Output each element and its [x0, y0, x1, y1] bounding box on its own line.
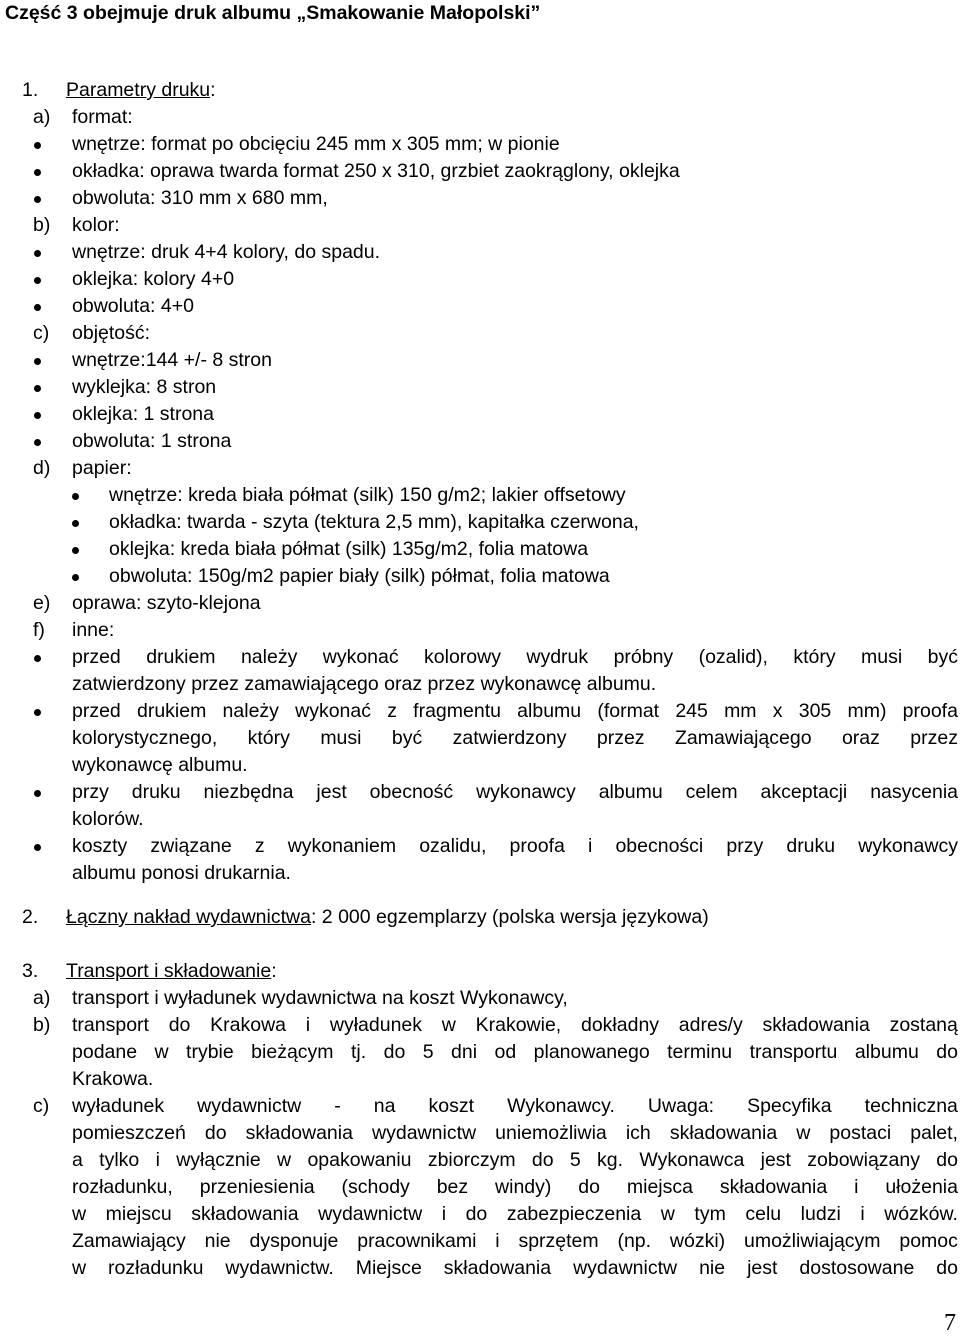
- word: fragmentu: [413, 700, 501, 722]
- section-2-number: 2.: [22, 906, 39, 928]
- word: wykonać: [295, 700, 371, 722]
- color-item: obwoluta: 4+0: [72, 295, 194, 317]
- word: do: [168, 1014, 191, 1036]
- item-f-label: f): [33, 619, 45, 641]
- word: proofa: [902, 700, 958, 722]
- word: wyładunek: [329, 1014, 423, 1036]
- color-item: wnętrze: druk 4+4 kolory, do spadu.: [72, 241, 381, 263]
- paper-item: wnętrze: kreda biała półmat (silk) 150 g/m2; lakier offsetowy: [109, 484, 626, 506]
- item-e-label: e): [33, 592, 51, 614]
- word: tylko: [99, 1149, 140, 1171]
- transport-b-line: [72, 1012, 958, 1039]
- word: w: [277, 1149, 292, 1171]
- other-item-line: albumu ponosi drukarnia.: [72, 862, 291, 884]
- word: ich: [625, 1122, 651, 1144]
- word: Zamawiający: [72, 1230, 186, 1252]
- word: kolorystycznego,: [72, 727, 218, 749]
- word: Zamawiającego: [674, 727, 812, 749]
- word: miejsca: [626, 1176, 693, 1198]
- word: bieżącym: [251, 1041, 334, 1063]
- word: składowania: [762, 1014, 870, 1036]
- word: 245: [675, 700, 708, 722]
- transport-c-line: [72, 1120, 958, 1147]
- item-d-label: d): [33, 457, 51, 479]
- word: z: [387, 700, 397, 722]
- word: x: [772, 700, 783, 722]
- word: podane: [72, 1041, 138, 1063]
- color-item: oklejka: kolory 4+0: [72, 268, 235, 290]
- transport-c-line: [72, 1093, 958, 1120]
- word: oraz: [841, 727, 880, 749]
- word: rozładunku,: [72, 1176, 173, 1198]
- word: terminu: [667, 1041, 733, 1063]
- word: 5: [422, 1041, 434, 1063]
- other-item-line: kolorów.: [72, 808, 144, 830]
- section-3-heading-text: Transport i składowanie: [66, 960, 272, 982]
- word: i: [587, 835, 593, 857]
- paper-item: okładka: twarda - szyta (tektura 2,5 mm), kapitałka czerwona,: [109, 511, 639, 533]
- word: (np.: [617, 1230, 652, 1252]
- word: rozładunku: [108, 1257, 204, 1279]
- word: do: [936, 1257, 958, 1279]
- word: do: [465, 1203, 488, 1225]
- word: w: [660, 1203, 675, 1225]
- volume-item: oklejka: 1 strona: [72, 403, 214, 425]
- volume-item: wnętrze:144 +/- 8 stron: [72, 349, 272, 371]
- item-e-text: oprawa: szyto-klejona: [72, 592, 261, 614]
- word: umożliwiającym: [744, 1230, 881, 1252]
- word: który: [793, 646, 836, 668]
- word: pomoc: [899, 1230, 958, 1252]
- word: tj.: [350, 1041, 367, 1063]
- word: w: [72, 1257, 87, 1279]
- word: opakowaniu: [307, 1149, 412, 1171]
- word: zabezpieczenia: [506, 1203, 642, 1225]
- word: musi: [320, 727, 362, 749]
- word: proofa: [509, 835, 565, 857]
- transport-b-line: Krakowa.: [72, 1068, 154, 1090]
- word: być: [927, 646, 958, 668]
- word: i: [854, 1176, 859, 1198]
- word: należy: [222, 700, 279, 722]
- word: 305: [798, 700, 832, 722]
- bullet-icon: [34, 709, 41, 716]
- transport-c-line: [72, 1255, 958, 1282]
- transport-a-label: a): [33, 987, 51, 1009]
- word: wydawnictw: [197, 1095, 302, 1117]
- word: albumu: [598, 781, 663, 803]
- word: tym: [694, 1203, 726, 1225]
- word: postaci: [829, 1122, 892, 1144]
- word: zobowiązany: [807, 1149, 920, 1171]
- word: mm): [847, 700, 887, 722]
- word: zostaną: [889, 1014, 958, 1036]
- word: 5: [569, 1149, 581, 1171]
- word: do: [578, 1176, 600, 1198]
- bullet-icon: [34, 844, 41, 851]
- word: sprzętem: [518, 1230, 599, 1252]
- word: drukiem: [146, 646, 216, 668]
- word: dokładny: [580, 1014, 660, 1036]
- bullet-icon: [72, 574, 79, 581]
- word: Wykonawca: [639, 1149, 745, 1171]
- word: i: [305, 1014, 311, 1036]
- word: składowania: [669, 1122, 778, 1144]
- word: kg.: [597, 1149, 624, 1171]
- word: jest: [316, 781, 347, 803]
- other-item-line: zatwierdzony przez zamawiającego oraz przez wykonawcę albumu.: [72, 673, 657, 695]
- format-item: wnętrze: format po obcięciu 245 mm x 305 mm; w pionie: [72, 133, 560, 155]
- bullet-icon: [34, 790, 41, 797]
- word: wózków.: [884, 1203, 958, 1225]
- word: Specyfika: [747, 1095, 832, 1117]
- word: przeniesienia: [199, 1176, 315, 1198]
- word: (schody: [341, 1176, 410, 1198]
- bullet-icon: [34, 655, 41, 662]
- word: transportu: [749, 1041, 838, 1063]
- bullet-icon: [34, 169, 41, 176]
- word: przed: [72, 646, 121, 668]
- word: wydruk: [526, 646, 589, 668]
- word: (ozalid),: [698, 646, 768, 668]
- word: akceptacji: [760, 781, 848, 803]
- word: przed: [72, 700, 121, 722]
- word: ludzi: [800, 1203, 841, 1225]
- word: do: [204, 1122, 227, 1144]
- other-item-line: [72, 725, 958, 752]
- word: planowanego: [533, 1041, 650, 1063]
- bullet-icon: [34, 358, 41, 365]
- word: jest: [747, 1257, 778, 1279]
- other-item-line: wykonawcę albumu.: [72, 754, 248, 776]
- section-3-heading: [66, 958, 277, 985]
- section-1-heading-colon: :: [210, 79, 216, 101]
- bullet-icon: [72, 520, 79, 527]
- word: musi: [861, 646, 903, 668]
- word: (format: [597, 700, 660, 722]
- word: palet,: [910, 1122, 958, 1144]
- word: przez: [910, 727, 958, 749]
- word: obecności: [615, 835, 704, 857]
- word: do: [383, 1041, 406, 1063]
- word: nasycenia: [870, 781, 958, 803]
- page-number: 7: [944, 1310, 956, 1336]
- word: wydawnictw.: [225, 1257, 334, 1279]
- word: drukiem: [136, 700, 207, 722]
- word: koszt: [428, 1095, 475, 1117]
- word: druku: [786, 835, 836, 857]
- word: a: [72, 1149, 83, 1171]
- document-title: Część 3 obejmuje druk albumu „Smakowanie Małopolski”: [5, 2, 541, 24]
- bullet-icon: [34, 277, 41, 284]
- word: albumu: [854, 1041, 919, 1063]
- item-a-text: format:: [72, 106, 133, 128]
- bullet-icon: [34, 196, 41, 203]
- word: adres/y: [678, 1014, 743, 1036]
- word: i: [860, 1203, 865, 1225]
- word: dysponuje: [249, 1230, 339, 1252]
- word: i: [155, 1149, 160, 1171]
- word: związane: [150, 835, 232, 857]
- other-item-line: [72, 644, 958, 671]
- word: Krakowie,: [475, 1014, 562, 1036]
- word: składowania: [191, 1203, 299, 1225]
- word: przy: [726, 835, 764, 857]
- volume-item: wyklejka: 8 stron: [72, 376, 217, 398]
- transport-c-line: [72, 1147, 958, 1174]
- word: kolorowy: [424, 646, 501, 668]
- word: jest: [760, 1149, 791, 1171]
- item-a-label: a): [33, 106, 51, 128]
- section-1-number: 1.: [22, 79, 39, 101]
- word: wykonawcy: [476, 781, 576, 803]
- word: celem: [685, 781, 738, 803]
- transport-c-line: [72, 1201, 958, 1228]
- other-item-line: [72, 779, 958, 806]
- word: dostosowane: [799, 1257, 915, 1279]
- word: w: [441, 1014, 456, 1036]
- word: dni: [451, 1041, 478, 1063]
- word: miejscu: [105, 1203, 172, 1225]
- word: zatwierdzony: [452, 727, 567, 749]
- word: z: [254, 835, 265, 857]
- section-2-heading-text: Łączny nakład wydawnictwa: [66, 906, 311, 928]
- word: windy): [495, 1176, 552, 1198]
- word: należy: [240, 646, 298, 668]
- format-item: obwoluta: 310 mm x 680 mm,: [72, 187, 328, 209]
- word: składowania: [245, 1122, 353, 1144]
- word: i: [495, 1230, 500, 1252]
- section-3-number: 3.: [22, 960, 39, 982]
- other-item-line: [72, 698, 958, 725]
- word: Krakowa: [210, 1014, 287, 1036]
- word: wyładunek: [72, 1095, 165, 1117]
- word: Miejsce: [355, 1257, 422, 1279]
- word: do: [531, 1149, 554, 1171]
- word: obecność: [369, 781, 454, 803]
- word: pomieszczeń: [72, 1122, 186, 1144]
- word: wydawnictw: [372, 1122, 477, 1144]
- word: do: [936, 1149, 958, 1171]
- bullet-icon: [34, 142, 41, 149]
- word: bez: [436, 1176, 469, 1198]
- word: na: [373, 1095, 396, 1117]
- word: ozalidu,: [419, 835, 487, 857]
- transport-c-label: c): [33, 1095, 50, 1117]
- transport-c-line: [72, 1228, 958, 1255]
- bullet-icon: [34, 439, 41, 446]
- section-3-heading-colon: :: [271, 960, 277, 982]
- bullet-icon: [34, 304, 41, 311]
- word: albumu: [517, 700, 582, 722]
- word: składowania: [719, 1176, 828, 1198]
- bullet-icon: [34, 412, 41, 419]
- word: Uwaga:: [647, 1095, 715, 1117]
- word: nie: [699, 1257, 726, 1279]
- word: wykonawcy: [858, 835, 958, 857]
- word: wykonaniem: [287, 835, 397, 857]
- word: mm: [724, 700, 757, 722]
- word: Wykonawcy.: [507, 1095, 615, 1117]
- word: techniczna: [864, 1095, 958, 1117]
- word: niezbędna: [203, 781, 294, 803]
- word: próbny: [613, 646, 674, 668]
- word: uniemożliwia: [495, 1122, 607, 1144]
- item-f-text: inne:: [72, 619, 115, 641]
- word: być: [391, 727, 423, 749]
- word: koszty: [72, 835, 128, 857]
- word: wózki): [669, 1230, 726, 1252]
- paper-item: oklejka: kreda biała półmat (silk) 135g/m2, folia matowa: [109, 538, 589, 560]
- word: celu: [745, 1203, 782, 1225]
- word: nie: [204, 1230, 231, 1252]
- word: w: [72, 1203, 87, 1225]
- word: druku: [131, 781, 181, 803]
- section-1-heading: [66, 77, 216, 104]
- word: zbiorczym: [427, 1149, 516, 1171]
- section-1-heading-text: Parametry druku: [66, 79, 211, 101]
- word: przy: [72, 781, 109, 803]
- word: składowania: [443, 1257, 552, 1279]
- item-b-text: kolor:: [72, 214, 120, 236]
- word: pracownikami: [357, 1230, 477, 1252]
- section-2-heading-rest: : 2 000 egzemplarzy (polska wersja językowa): [310, 906, 709, 928]
- paper-item: obwoluta: 150g/m2 papier biały (silk) półmat, folia matowa: [109, 565, 610, 587]
- word: przez: [596, 727, 645, 749]
- format-item: okładka: oprawa twarda format 250 x 310, grzbiet zaokrąglony, oklejka: [72, 160, 680, 182]
- word: który: [247, 727, 290, 749]
- item-c-label: c): [33, 322, 50, 344]
- word: do: [936, 1041, 958, 1063]
- transport-b-line: [72, 1039, 958, 1066]
- word: wykonać: [322, 646, 399, 668]
- word: i: [441, 1203, 447, 1225]
- other-item-line: [72, 833, 958, 860]
- item-b-label: b): [33, 214, 51, 236]
- bullet-icon: [72, 547, 79, 554]
- transport-b-label: b): [33, 1014, 51, 1036]
- word: transport: [72, 1014, 149, 1036]
- section-2-heading: [66, 904, 709, 931]
- word: od: [494, 1041, 517, 1063]
- word: w: [154, 1041, 169, 1063]
- word: wyłącznie: [176, 1149, 261, 1171]
- bullet-icon: [34, 250, 41, 257]
- bullet-icon: [34, 385, 41, 392]
- word: trybie: [186, 1041, 234, 1063]
- item-c-text: objętość:: [72, 322, 151, 344]
- word: wydawnictw: [318, 1203, 423, 1225]
- volume-item: obwoluta: 1 strona: [72, 430, 232, 452]
- transport-c-line: [72, 1174, 958, 1201]
- item-d-text: papier:: [72, 457, 132, 479]
- word: w: [796, 1122, 811, 1144]
- bullet-icon: [72, 493, 79, 500]
- word: ułożenia: [885, 1176, 958, 1198]
- word: -: [334, 1095, 341, 1117]
- transport-a-text: transport i wyładunek wydawnictwa na koszt Wykonawcy,: [72, 987, 568, 1009]
- word: wydawnictw: [573, 1257, 678, 1279]
